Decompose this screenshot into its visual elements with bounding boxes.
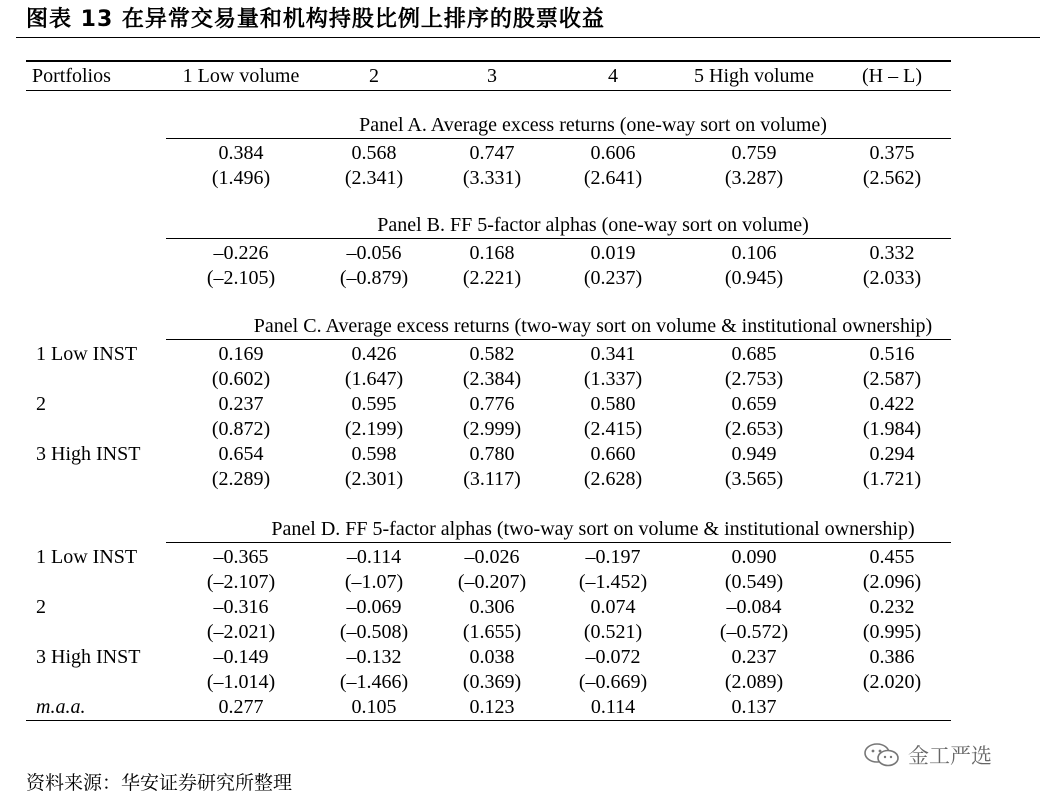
panel-rule — [166, 238, 951, 239]
table-cell: (2.341) — [344, 167, 404, 189]
table-cell: 0.277 — [218, 696, 264, 718]
table-cell: (2.033) — [862, 267, 922, 289]
header-bottom-rule — [26, 90, 951, 91]
table-cell: 0.776 — [469, 393, 515, 415]
table-cell: 0.074 — [590, 596, 636, 618]
table-cell: 0.606 — [590, 142, 636, 164]
table-cell: (2.384) — [462, 368, 522, 390]
row-label: 2 — [36, 596, 46, 618]
table-cell: (–1.014) — [206, 671, 276, 693]
table-cell: (1.984) — [862, 418, 922, 440]
table-cell: (3.117) — [463, 468, 521, 490]
table-cell: 0.332 — [869, 242, 915, 264]
table-cell: –0.114 — [346, 546, 402, 568]
table-cell: –0.132 — [346, 646, 402, 668]
table-cell: (0.995) — [862, 621, 922, 643]
table-cell: 0.516 — [869, 343, 915, 365]
row-label: 1 Low INST — [36, 343, 138, 365]
table-cell: 0.038 — [469, 646, 515, 668]
panel-title: Panel D. FF 5-factor alphas (two-way sort on volume & institutional ownership) — [271, 518, 915, 540]
table-cell: (3.331) — [462, 167, 522, 189]
column-header: 1 Low volume — [182, 65, 300, 87]
table-cell: 0.019 — [590, 242, 636, 264]
table-cell: –0.226 — [213, 242, 269, 264]
table-cell: –0.026 — [464, 546, 520, 568]
table-cell: 0.137 — [731, 696, 777, 718]
column-header: 5 High volume — [694, 65, 814, 87]
row-label: 2 — [36, 393, 46, 415]
row-label: m.a.a. — [36, 696, 86, 718]
table-cell: (2.096) — [862, 571, 922, 593]
table-cell: 0.232 — [869, 596, 915, 618]
table-cell: –0.069 — [346, 596, 402, 618]
table-cell: (3.287) — [724, 167, 784, 189]
table-cell: (–1.07) — [344, 571, 404, 593]
table-cell: 0.123 — [469, 696, 515, 718]
table-cell: (2.289) — [211, 468, 271, 490]
watermark — [862, 740, 992, 770]
table-cell: 0.105 — [351, 696, 397, 718]
table-cell: –0.365 — [213, 546, 269, 568]
watermark-text: 金工严选 — [908, 744, 992, 768]
table-cell: 0.582 — [469, 343, 515, 365]
table-cell: –0.084 — [726, 596, 782, 618]
row-label: 3 High INST — [36, 443, 141, 465]
table-cell: (1.496) — [211, 167, 271, 189]
table-cell: (–2.021) — [206, 621, 276, 643]
table-cell: –0.072 — [585, 646, 641, 668]
table-cell: (2.587) — [862, 368, 922, 390]
column-header: (H – L) — [862, 65, 922, 87]
table-cell: (–0.879) — [339, 267, 409, 289]
table-cell: 0.386 — [869, 646, 915, 668]
column-header: 2 — [369, 65, 379, 87]
table-cell: (–1.466) — [339, 671, 409, 693]
table-cell: (2.020) — [862, 671, 922, 693]
table-cell: 0.090 — [731, 546, 777, 568]
table-cell: 0.595 — [351, 393, 397, 415]
table-cell: (2.753) — [724, 368, 784, 390]
results-table — [26, 60, 951, 725]
table-cell: (–0.572) — [719, 621, 789, 643]
table-cell: (0.369) — [462, 671, 522, 693]
table-cell: (0.237) — [583, 267, 643, 289]
table-cell: 0.237 — [218, 393, 264, 415]
table-cell: 0.747 — [469, 142, 515, 164]
table-cell: 0.598 — [351, 443, 397, 465]
table-cell: 0.168 — [469, 242, 515, 264]
table-cell: –0.316 — [213, 596, 269, 618]
table-cell: (–0.508) — [339, 621, 409, 643]
table-cell: 0.455 — [869, 546, 915, 568]
panel-rule — [166, 542, 951, 543]
source-note: 资料来源：华安证券研究所整理 — [26, 772, 293, 794]
table-cell: (2.199) — [344, 418, 404, 440]
table-cell: (2.415) — [583, 418, 643, 440]
table-cell: 0.780 — [469, 443, 515, 465]
panel-rule — [166, 138, 951, 139]
table-cell: (2.221) — [462, 267, 522, 289]
table-cell: (0.872) — [211, 418, 271, 440]
column-header: 3 — [487, 65, 497, 87]
table-cell: (–2.105) — [206, 267, 276, 289]
table-cell: (–2.107) — [206, 571, 276, 593]
table-cell: 0.949 — [731, 443, 777, 465]
table-cell: 0.654 — [218, 443, 264, 465]
table-cell: (–0.207) — [457, 571, 527, 593]
table-cell: (1.337) — [583, 368, 643, 390]
table-cell: 0.341 — [590, 343, 636, 365]
table-cell: 0.580 — [590, 393, 636, 415]
table-cell: 0.384 — [218, 142, 264, 164]
table-cell: (2.653) — [724, 418, 784, 440]
table-cell: 0.169 — [218, 343, 264, 365]
table-cell: (0.521) — [583, 621, 643, 643]
title-divider — [16, 37, 1040, 38]
table-cell: 0.422 — [869, 393, 915, 415]
table-cell: 0.294 — [869, 443, 915, 465]
table-cell: (0.602) — [211, 368, 271, 390]
table-cell: (2.641) — [583, 167, 643, 189]
panel-title: Panel B. FF 5-factor alphas (one-way sort on volume) — [377, 214, 809, 236]
table-cell: (2.628) — [583, 468, 643, 490]
table-top-rule — [26, 60, 951, 62]
table-cell: (1.721) — [862, 468, 922, 490]
table-cell: 0.375 — [869, 142, 915, 164]
table-cell: 0.660 — [590, 443, 636, 465]
table-cell: 0.759 — [731, 142, 777, 164]
table-cell: 0.237 — [731, 646, 777, 668]
panel-title: Panel A. Average excess returns (one-way sort on volume) — [359, 114, 827, 136]
table-cell: –0.197 — [585, 546, 641, 568]
table-cell: 0.426 — [351, 343, 397, 365]
table-cell: 0.114 — [590, 696, 636, 718]
figure-title: 图表 13 在异常交易量和机构持股比例上排序的股票收益 — [26, 7, 605, 32]
table-cell: (3.565) — [724, 468, 784, 490]
table-cell: (2.562) — [862, 167, 922, 189]
table-cell: (–1.452) — [578, 571, 648, 593]
row-label: 3 High INST — [36, 646, 141, 668]
table-cell: (1.655) — [462, 621, 522, 643]
panel-title: Panel C. Average excess returns (two-way sort on volume & institutional ownership) — [253, 315, 933, 337]
table-cell: 0.568 — [351, 142, 397, 164]
wechat-icon — [862, 741, 902, 769]
table-cell: 0.659 — [731, 393, 777, 415]
table-cell: 0.106 — [731, 242, 777, 264]
column-header: 4 — [608, 65, 618, 87]
table-cell: (2.301) — [344, 468, 404, 490]
table-cell: (0.945) — [724, 267, 784, 289]
row-label: 1 Low INST — [36, 546, 138, 568]
table-cell: (1.647) — [344, 368, 404, 390]
header-label: Portfolios — [32, 65, 111, 87]
table-cell: 0.685 — [731, 343, 777, 365]
table-cell: –0.056 — [346, 242, 402, 264]
table-bottom-rule — [26, 720, 951, 721]
table-cell: (–0.669) — [578, 671, 648, 693]
panel-rule — [166, 339, 951, 340]
table-cell: (2.089) — [724, 671, 784, 693]
table-cell: (2.999) — [462, 418, 522, 440]
table-cell: 0.306 — [469, 596, 515, 618]
table-cell: (0.549) — [724, 571, 784, 593]
table-cell: –0.149 — [213, 646, 269, 668]
